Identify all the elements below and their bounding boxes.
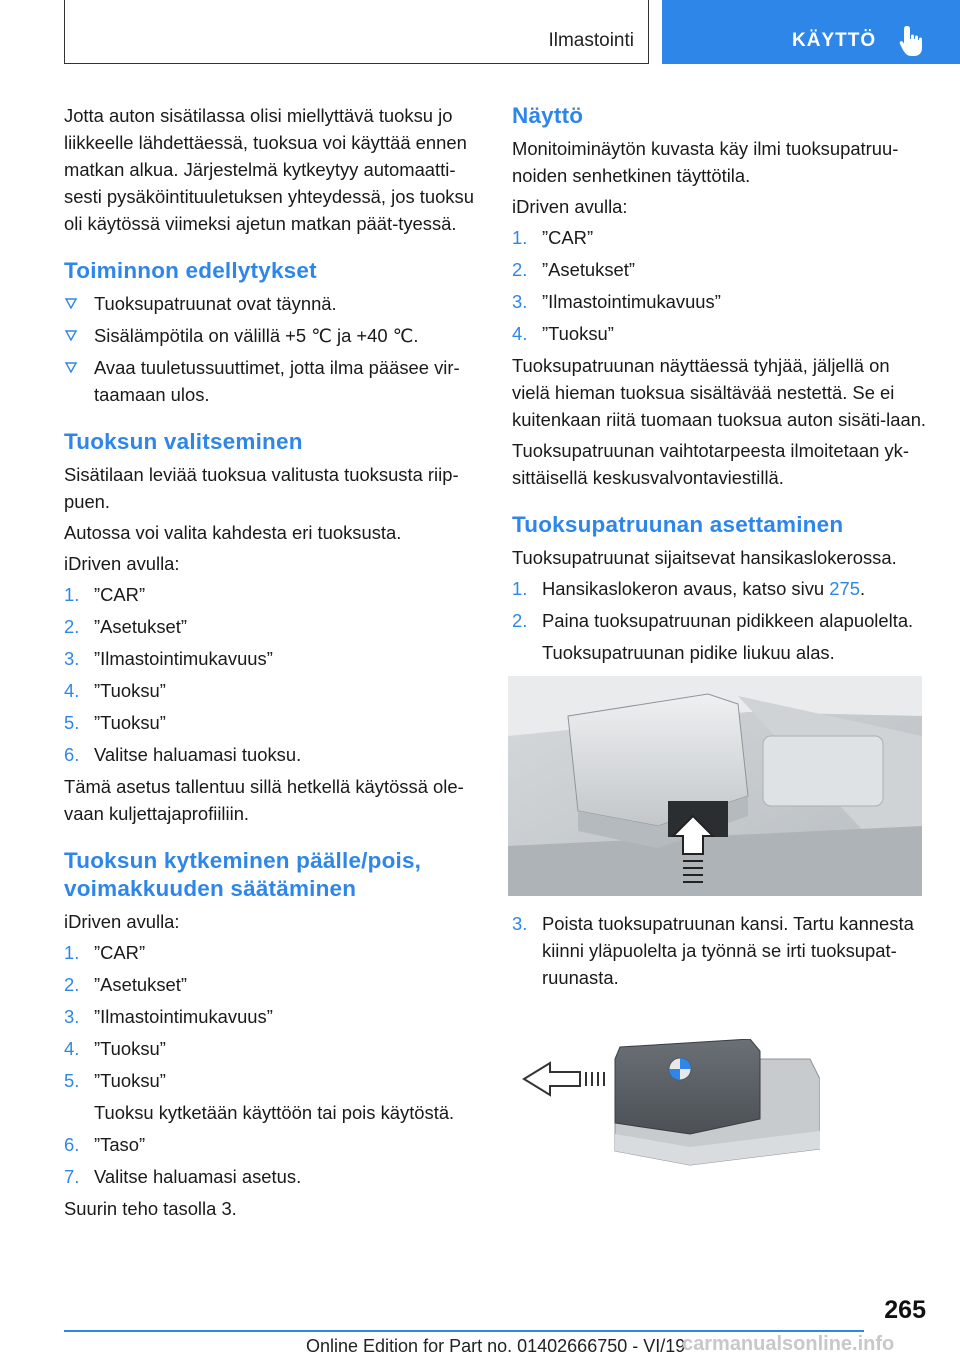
step-item: 3. ”Ilmastointimukavuus” (512, 291, 721, 312)
step-item: 1. Hansikaslokeron avaus, katso sivu 275. (512, 578, 866, 599)
step-item: 5. ”Tuoksu” (64, 712, 166, 733)
paragraph: Autossa voi valita kahdesta eri tuoksusta. (64, 522, 402, 543)
insert-cartridge-steps (512, 575, 928, 634)
heading-display: Näyttö (512, 103, 584, 128)
right-column (512, 102, 928, 1169)
step-item: 3. ”Ilmastointimukavuus” (64, 1006, 273, 1027)
paragraph: Sisätilaan leviää tuoksua valitusta tuoksusta riip-puen. (64, 464, 459, 512)
footer-rule (64, 1330, 864, 1332)
heading-select-scent: Tuoksun valitseminen (64, 429, 303, 454)
paragraph: Tuoksupatruunat sijaitsevat hansikaslokerossa. (512, 547, 897, 568)
cartridge-cover-illustration (520, 1039, 820, 1169)
heading-insert-cartridge: Tuoksupatruunan asettaminen (512, 512, 844, 537)
list-item: Tuoksupatruunat ovat täynnä. (64, 290, 479, 317)
select-scent-steps (64, 581, 479, 768)
step-item: 1. ”CAR” (512, 227, 594, 248)
step-item: 2. ”Asetukset” (512, 259, 636, 280)
step-item: 2. ”Asetukset” (64, 974, 188, 995)
step-item: 4. ”Tuoksu” (64, 1038, 166, 1059)
intro-paragraph: Jotta auton sisätilassa olisi miellyttävä tuoksu jo liikkeelle lähdettäessä, tuoksua voi käyttää ennen matkan alkua. Järjestelmä kytkeytyy automaatti-sesti pysäköintituuletuksen yhteydessä, jos tuoksu oli käytössä viimeksi ajetun matkan päät-tyessä. (64, 105, 474, 234)
chapter-tab-label: KÄYTTÖ (792, 30, 877, 51)
step-item: 6. ”Taso” (64, 1134, 146, 1155)
step-item: 3. Poista tuoksupatruunan kansi. Tartu kannesta kiinni yläpuolelta ja työnnä se irti tuoksupat-ruunasta. (512, 913, 914, 988)
glovebox-photo (508, 676, 922, 896)
heading-switch-scent: Tuoksun kytkeminen päälle/pois, voimakkuuden säätäminen (64, 848, 422, 901)
paragraph: iDriven avulla: (64, 553, 180, 574)
chapter-tab[interactable] (662, 0, 960, 64)
switch-scent-steps (64, 939, 479, 1094)
step-item: 4. ”Tuoksu” (64, 680, 166, 701)
paragraph: Monitoiminäytön kuvasta käy ilmi tuoksupatruu-noiden senhetkinen täyttötila. (512, 138, 899, 186)
step-item: 2. Paina tuoksupatruunan pidikkeen alapuolelta. (512, 610, 914, 631)
header-box (64, 0, 649, 64)
switch-scent-steps-continued (64, 1131, 479, 1190)
paragraph: Suurin teho tasolla 3. (64, 1198, 237, 1219)
paragraph: Tuoksupatruunan näyttäessä tyhjää, jäljellä on vielä hieman tuoksua sisältävää nestettä. Se ei kuitenkaan riitä tuomaan tuoksua auton sisäti-laan. (512, 355, 927, 430)
left-column (64, 102, 479, 1226)
pointing-hand-icon (898, 24, 928, 58)
paragraph: iDriven avulla: (64, 911, 180, 932)
step-item: 1. ”CAR” (64, 584, 146, 605)
display-steps (512, 224, 928, 347)
paragraph: Tämä asetus tallentuu sillä hetkellä käytössä ole-vaan kuljettajaprofiiliin. (64, 776, 464, 824)
list-item: Sisälämpötila on välillä +5 ℃ ja +40 ℃. (64, 322, 479, 349)
step-item: 2. ”Asetukset” (64, 616, 188, 637)
step-item: 7. Valitse haluamasi asetus. (64, 1166, 302, 1187)
paragraph: Tuoksupatruunan vaihtotarpeesta ilmoitetaan yk-sittäisellä keskusvalvontaviestillä. (512, 440, 909, 488)
section-title: Ilmastointi (548, 30, 634, 51)
step-item: 3. ”Ilmastointimukavuus” (64, 648, 273, 669)
step-item: 6. Valitse haluamasi tuoksu. (64, 744, 302, 765)
step-note: Tuoksupatruunan pidike liukuu alas. (542, 642, 835, 663)
page-number: 265 (884, 1296, 926, 1324)
page-link[interactable]: 275 (829, 578, 860, 599)
step-item: 5. ”Tuoksu” (64, 1070, 166, 1091)
heading-prerequisites: Toiminnon edellytykset (64, 258, 317, 283)
triangle-bullet-icon (65, 330, 77, 341)
watermark: carmanualsonline.info (682, 1333, 895, 1355)
list-item: Avaa tuuletussuuttimet, jotta ilma pääsee vir-taamaan ulos. (64, 354, 479, 408)
step-item: 1. ”CAR” (64, 942, 146, 963)
triangle-bullet-icon (65, 362, 77, 373)
edition-text: Online Edition for Part no. 01402666750 - VI/19 (306, 1336, 686, 1356)
step-note: Tuoksu kytketään käyttöön tai pois käytöstä. (94, 1102, 455, 1123)
paragraph: iDriven avulla: (512, 196, 628, 217)
triangle-bullet-icon (65, 298, 77, 309)
step-item: 4. ”Tuoksu” (512, 323, 614, 344)
prerequisites-list (64, 290, 479, 408)
insert-cartridge-steps-continued (512, 910, 928, 991)
